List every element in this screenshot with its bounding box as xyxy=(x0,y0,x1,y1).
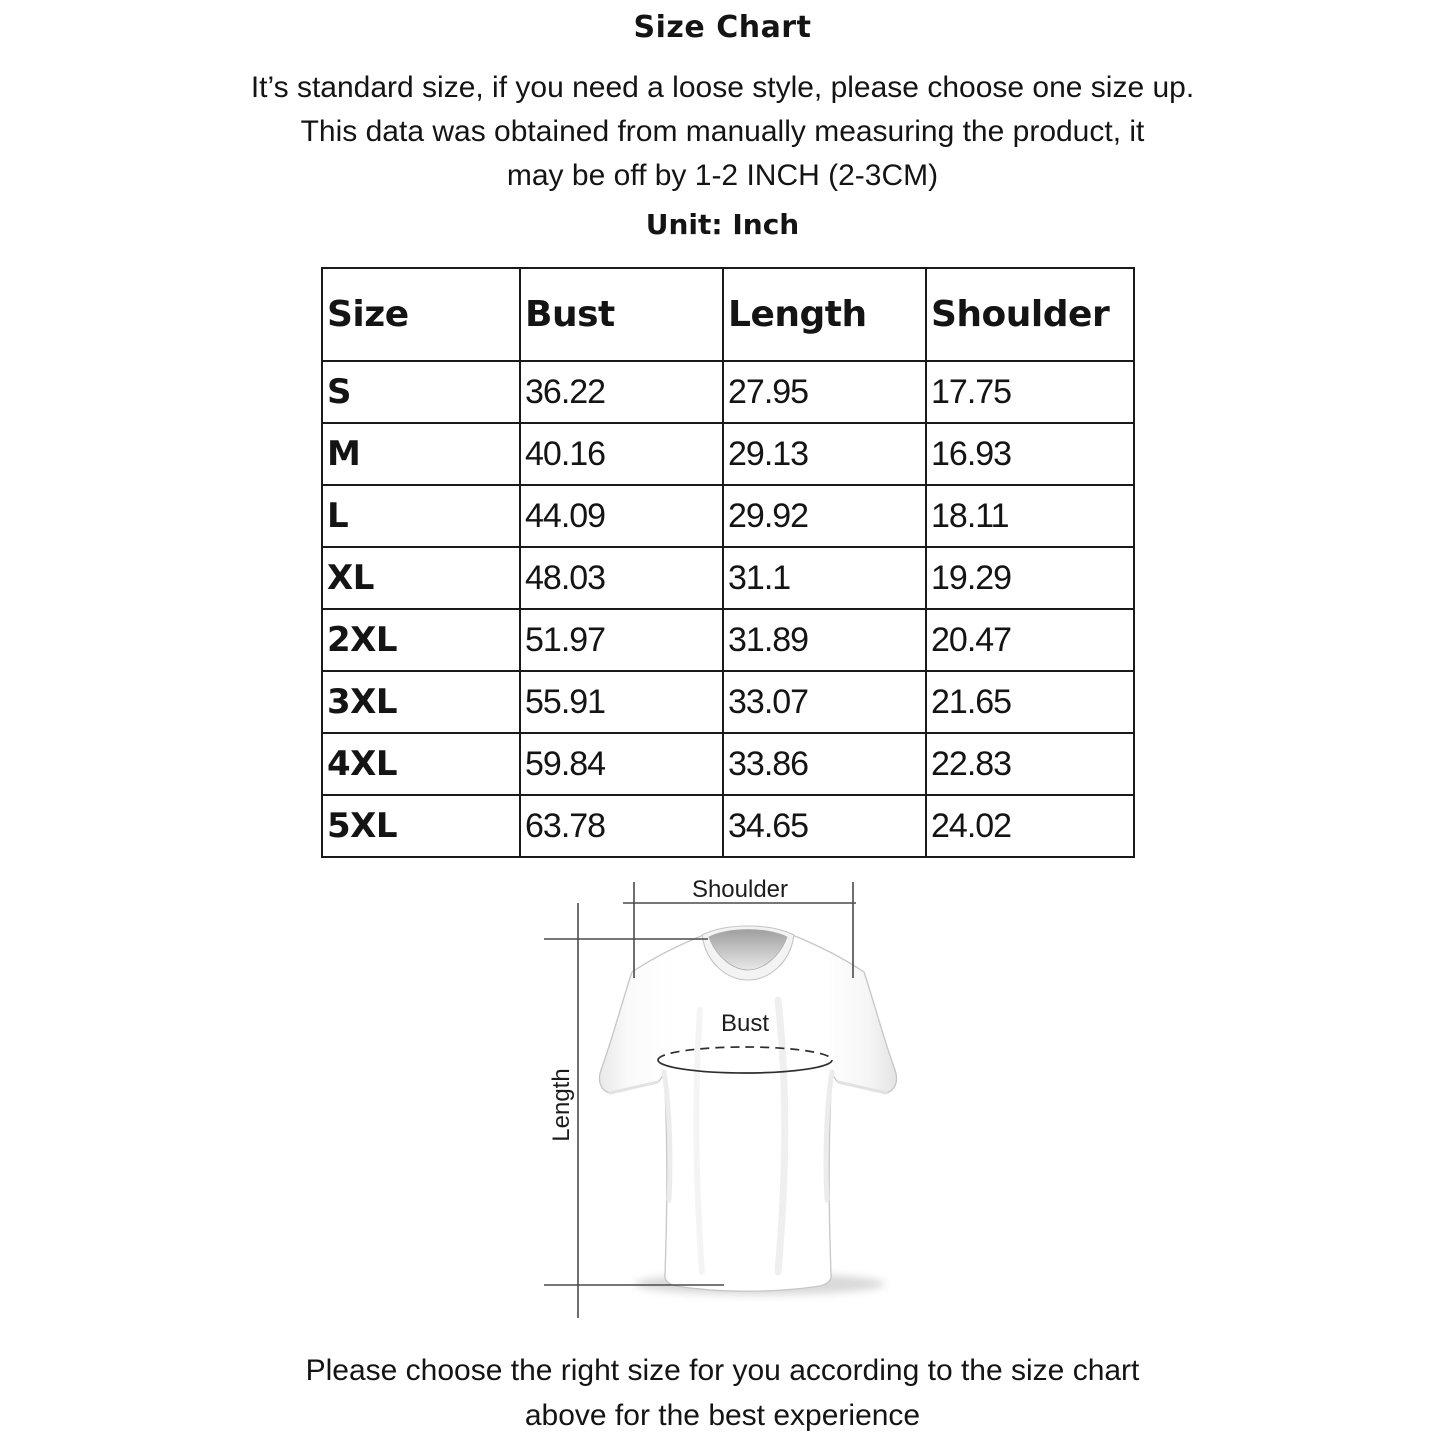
shoulder-value: 21.65 xyxy=(926,671,1134,733)
bust-value: 40.16 xyxy=(520,423,723,485)
shoulder-value: 22.83 xyxy=(926,733,1134,795)
table-row xyxy=(322,795,1134,857)
footer-line-2: above for the best experience xyxy=(524,1399,921,1432)
shoulder-value: 24.02 xyxy=(926,795,1134,857)
bust-value: 55.91 xyxy=(520,671,723,733)
column-header-length: Length xyxy=(723,268,926,361)
shoulder-value: 19.29 xyxy=(926,547,1134,609)
table-row xyxy=(322,609,1134,671)
page-title: Size Chart xyxy=(633,10,812,45)
size-value: 3XL xyxy=(322,671,520,733)
tshirt-diagram-svg xyxy=(520,860,970,1320)
size-note-line-2: This data was obtained from manually measuring the product, it xyxy=(300,115,1145,148)
size-value: 5XL xyxy=(322,795,520,857)
size-value: L xyxy=(322,485,520,547)
size-table-header-row xyxy=(322,268,1134,361)
size-value: M xyxy=(322,423,520,485)
table-row xyxy=(322,423,1134,485)
shoulder-value: 17.75 xyxy=(926,361,1134,423)
bust-value: 51.97 xyxy=(520,609,723,671)
table-row xyxy=(322,361,1134,423)
shoulder-value: 18.11 xyxy=(926,485,1134,547)
bust-value: 36.22 xyxy=(520,361,723,423)
length-value: 31.1 xyxy=(723,547,926,609)
column-header-shoulder: Shoulder xyxy=(926,268,1134,361)
length-value: 33.86 xyxy=(723,733,926,795)
shoulder-value: 20.47 xyxy=(926,609,1134,671)
bust-label: Bust xyxy=(720,1010,770,1037)
shoulder-label: Shoulder xyxy=(691,876,789,903)
size-note-line-1: It’s standard size, if you need a loose style, please choose one size up. xyxy=(250,71,1195,104)
unit-label: Unit: Inch xyxy=(645,208,800,241)
length-value: 31.89 xyxy=(723,609,926,671)
length-value: 34.65 xyxy=(723,795,926,857)
size-table xyxy=(321,267,1135,858)
bust-value: 44.09 xyxy=(520,485,723,547)
length-value: 33.07 xyxy=(723,671,926,733)
bust-value: 59.84 xyxy=(520,733,723,795)
size-value: XL xyxy=(322,547,520,609)
size-value: 2XL xyxy=(322,609,520,671)
table-row xyxy=(322,485,1134,547)
measurement-diagram xyxy=(520,860,970,1320)
size-note-line-3: may be off by 1-2 INCH (2-3CM) xyxy=(506,159,939,192)
length-value: 29.92 xyxy=(723,485,926,547)
length-label: Length xyxy=(548,1068,575,1142)
column-header-size: Size xyxy=(322,268,520,361)
size-value: 4XL xyxy=(322,733,520,795)
footer-note xyxy=(0,1348,1445,1438)
tshirt-shape xyxy=(599,928,896,1291)
length-value: 29.13 xyxy=(723,423,926,485)
shoulder-value: 16.93 xyxy=(926,423,1134,485)
table-row xyxy=(322,671,1134,733)
table-row xyxy=(322,547,1134,609)
size-note xyxy=(0,66,1445,198)
length-value: 27.95 xyxy=(723,361,926,423)
table-row xyxy=(322,733,1134,795)
footer-line-1: Please choose the right size for you according to the size chart xyxy=(305,1354,1140,1387)
column-header-bust: Bust xyxy=(520,268,723,361)
bust-value: 63.78 xyxy=(520,795,723,857)
size-value: S xyxy=(322,361,520,423)
bust-value: 48.03 xyxy=(520,547,723,609)
